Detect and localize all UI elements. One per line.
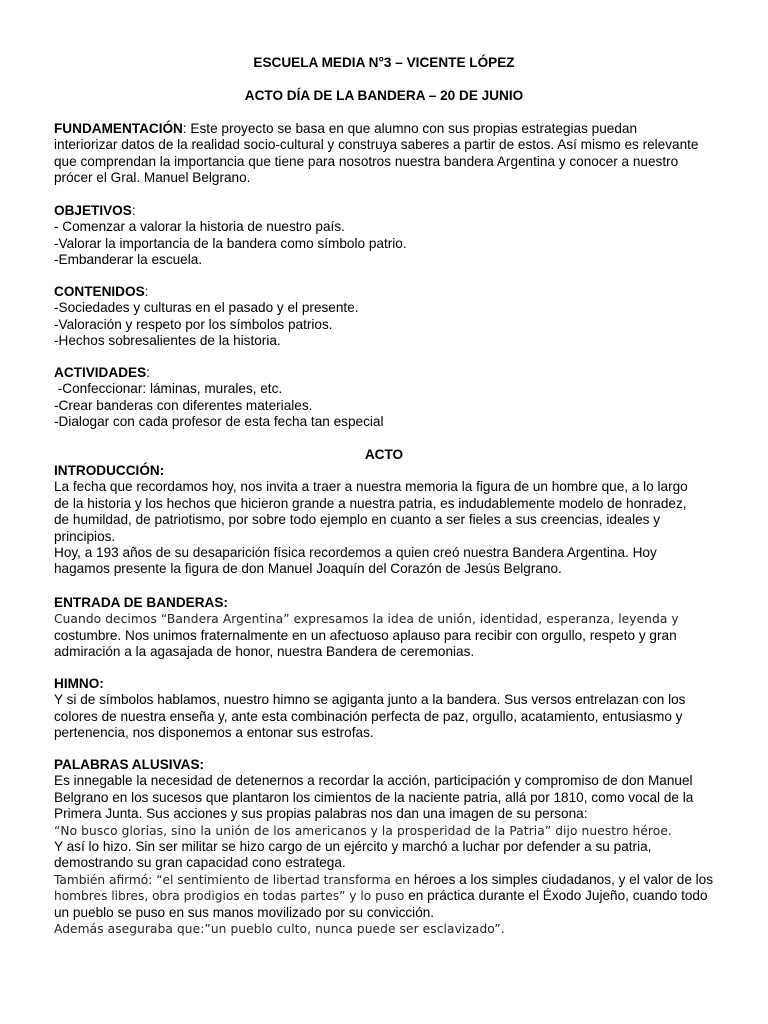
- objetivos-colon: :: [131, 203, 136, 218]
- palabras-mixed-line: [54, 872, 724, 888]
- actividades-item: -Confeccionar: láminas, murales, etc.: [54, 381, 283, 397]
- introduccion-line: Hoy, a 193 años de su desaparición física recordemos a quien creó nuestra Bandera Argentina. Hoy: [54, 545, 657, 561]
- objetivos-item: - Comenzar a valorar la historia de nuestro país.: [54, 219, 345, 235]
- fundamentacion-first-line: [54, 121, 724, 137]
- palabras-segment: en práctica durante el Éxodo Jujeño, cuando todo: [408, 888, 708, 904]
- fundamentacion-heading: FUNDAMENTACIÓN: [54, 121, 183, 136]
- palabras-line: Es innegable la necesidad de detenernos a recordar la acción, participación y compromiso de don Manuel: [54, 773, 693, 789]
- contenidos-item: -Sociedades y culturas en el pasado y el presente.: [54, 300, 359, 316]
- fundamentacion-line: interiorizar datos de la realidad socio-cultural y construya saberes a partir de estos. Así mismo es relevante: [54, 137, 699, 153]
- introduccion-line: principios.: [54, 528, 116, 544]
- palabras-last-line: Además aseguraba que:”un pueblo culto, nunca puede ser esclavizado”.: [54, 922, 505, 937]
- palabras-line: Belgrano en los sucesos que plantaron los cimientos de la naciente patria, allá por 1810, como vocal de la: [54, 789, 694, 805]
- entrada-line: costumbre. Nos unimos fraternalmente en un afectuoso aplauso para recibir con orgullo, respeto y gran: [54, 627, 677, 643]
- introduccion-line: de la historia y los hechos que hicieron grande a nuestra patria, es indudablemente modelo de honradez,: [54, 495, 687, 511]
- actividades-item: -Crear banderas con diferentes materiales.: [54, 397, 313, 413]
- palabras-soft-segment: También afirmó: “el sentimiento de libertad transforma en: [54, 872, 414, 887]
- palabras-soft-segment: hombres libres, obra prodigios en todas partes” y lo puso: [54, 889, 409, 904]
- fundamentacion-text: : Este proyecto se basa en que alumno con sus propias estrategias puedan: [182, 121, 638, 136]
- himno-line: Y si de símbolos hablamos, nuestro himno se agiganta junto a la bandera. Sus versos entrelazan con los: [54, 692, 686, 708]
- entrada-line: admiración a la agasajada de honor, nuestra Bandera de ceremonias.: [54, 644, 475, 660]
- entrada-section: [54, 595, 724, 661]
- entrada-heading: ENTRADA DE BANDERAS:: [54, 595, 228, 610]
- introduccion-line: hagamos presente la figura de don Manuel Joaquín del Corazón de Jesús Belgrano.: [54, 561, 562, 577]
- himno-line: colores de nuestra enseña y, ante esta combinación perfecta de paz, orgullo, acatamiento, entusiasmo y: [54, 708, 683, 724]
- acto-title: ACTO: [364, 447, 404, 462]
- school-title: ESCUELA MEDIA N°3 – VICENTE LÓPEZ: [253, 55, 515, 70]
- palabras-section: [54, 757, 724, 937]
- introduccion-heading: INTRODUCCIÓN:: [54, 463, 165, 478]
- contenidos-heading: CONTENIDOS: [54, 284, 145, 299]
- contenidos-colon: :: [144, 284, 149, 299]
- actividades-item: -Dialogar con cada profesor de esta fecha tan especial: [54, 414, 384, 430]
- palabras-line: demostrando su gran capacidad cono estratega.: [54, 855, 346, 871]
- fundamentacion-section: [54, 121, 724, 187]
- contenidos-item: -Valoración y respeto por los símbolos patrios.: [54, 316, 333, 332]
- fundamentacion-line: que comprendan la importancia que tiene para nosotros nuestra bandera Argentina y conocer a nuestro: [54, 153, 679, 169]
- entrada-soft-line: Cuando decimos “Bandera Argentina” expresamos la idea de unión, identidad, esperanza, leyenda y: [54, 612, 679, 627]
- objetivos-section: [54, 203, 724, 269]
- introduccion-section: [54, 463, 724, 578]
- himno-line: pertenencia, nos disponemos a entonar sus estrofas.: [54, 725, 374, 741]
- actividades-heading: ACTIVIDADES: [54, 365, 147, 380]
- fundamentacion-line: prócer el Gral. Manuel Belgrano.: [54, 170, 251, 186]
- actividades-section: [54, 365, 724, 431]
- belgrano-quote: “No busco glorias, sino la unión de los americanos y la prosperidad de la Patria” dijo nuestro héroe.: [54, 823, 672, 838]
- contenidos-section: [54, 284, 724, 350]
- objetivos-item: -Valorar la importancia de la bandera como símbolo patrio.: [54, 235, 407, 251]
- objetivos-item: -Embanderar la escuela.: [54, 252, 203, 268]
- palabras-segment: héroes a los simples ciudadanos, y el valor de los: [413, 871, 714, 887]
- himno-section: [54, 676, 724, 742]
- palabras-heading: PALABRAS ALUSIVAS:: [54, 757, 205, 772]
- palabras-line: un pueblo se puso en sus manos movilizado por su convicción.: [54, 904, 435, 920]
- palabras-line: Primera Junta. Sus acciones y sus propias palabras nos dan una imagen de su persona:: [54, 806, 588, 822]
- introduccion-line: La fecha que recordamos hoy, nos invita a traer a nuestra memoria la figura de un hombre que, a lo largo: [54, 479, 688, 495]
- event-title: ACTO DÍA DE LA BANDERA – 20 DE JUNIO: [244, 88, 524, 103]
- himno-heading: HIMNO:: [54, 676, 104, 691]
- actividades-colon: :: [146, 365, 150, 380]
- objetivos-heading: OBJETIVOS: [54, 203, 132, 218]
- palabras-mixed-line: [54, 888, 724, 904]
- contenidos-item: -Hechos sobresalientes de la historia.: [54, 333, 281, 349]
- palabras-line: Y así lo hizo. Sin ser militar se hizo cargo de un ejército y marchó a luchar por defender a su patria,: [54, 839, 652, 855]
- introduccion-line: de humildad, de patriotismo, por sobre todo ejemplo en cuanto a ser fieles a sus creencias, ideales y: [54, 512, 661, 528]
